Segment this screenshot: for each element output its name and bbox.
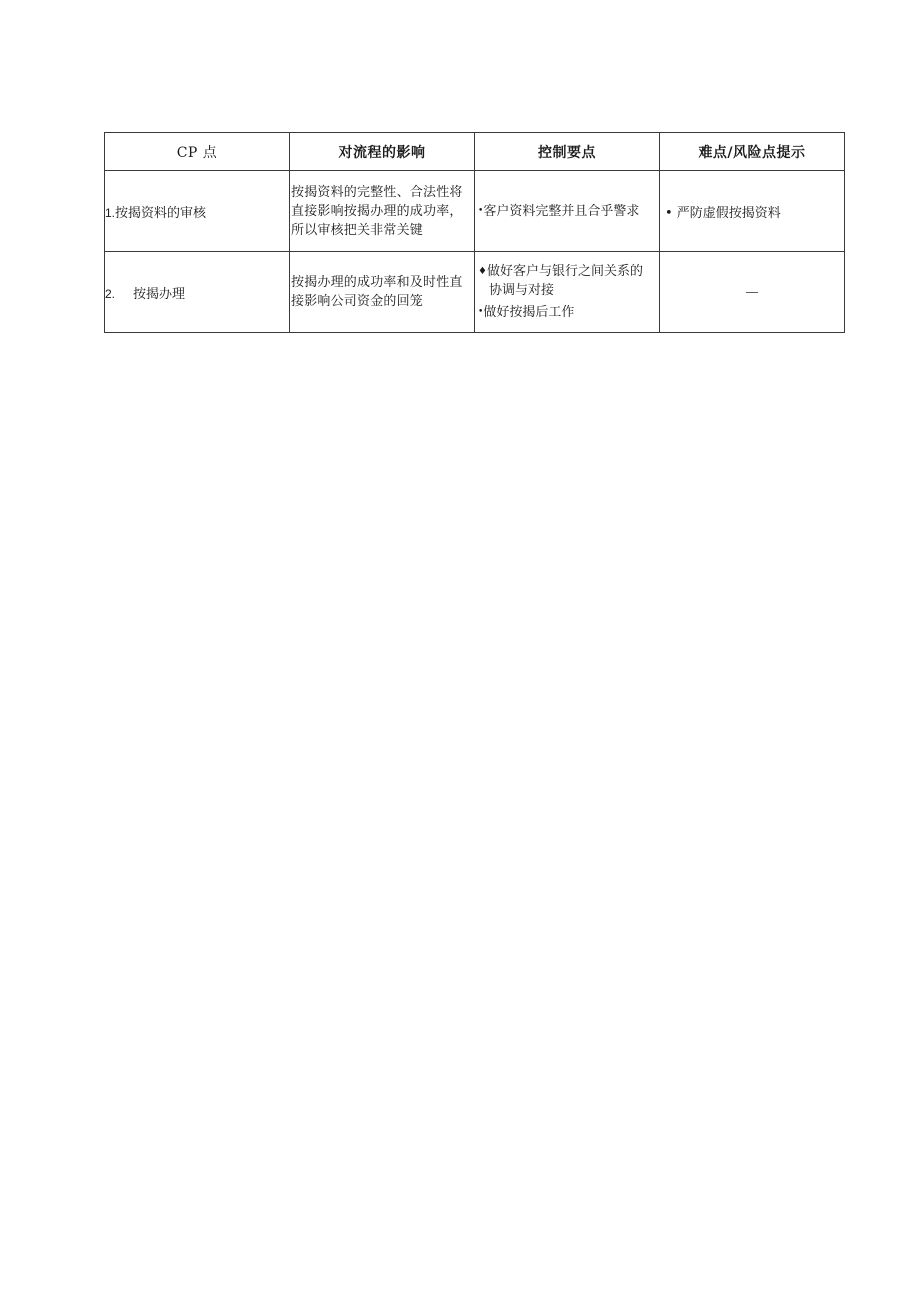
impact-cell: 按揭办理的成功率和及时性直接影响公司资金的回笼	[290, 252, 475, 333]
control-text: 客户资料完整并且合乎警求	[483, 203, 640, 219]
header-control: 控制要点	[475, 133, 660, 171]
header-cp: CP 点	[105, 133, 290, 171]
cp-point-cell	[105, 171, 290, 252]
cp-label: 按揭办理	[133, 286, 186, 302]
control-item	[478, 202, 656, 221]
impact-cell: 按揭资料的完整性、合法性将直接影响按揭办理的成功率，所以审核把关非常关键	[290, 171, 475, 252]
control-text: 做好客户与银行之间关系的	[486, 264, 643, 279]
control-cell	[475, 252, 660, 333]
diamond-bullet-icon: ♦	[478, 266, 487, 277]
cp-number: 2.	[105, 286, 116, 301]
table-row	[105, 171, 845, 252]
risk-cell: • 严防虚假按揭资料	[660, 171, 845, 252]
control-cell	[475, 171, 660, 252]
control-item	[478, 303, 656, 322]
table-row	[105, 252, 845, 333]
control-continuation: 协调与对接	[489, 283, 555, 298]
cp-number: 1.	[105, 205, 116, 220]
header-impact: 对流程的影响	[290, 133, 475, 171]
risk-cell: —	[660, 252, 845, 333]
cp-point-cell	[105, 252, 290, 333]
bullet-icon: •	[478, 307, 484, 317]
bullet-icon: •	[478, 205, 484, 216]
control-text: 做好按揭后工作	[483, 305, 575, 320]
cp-label: 按揭资料的审核	[115, 205, 207, 221]
table-header-row	[105, 133, 845, 171]
header-risk: 难点/风险点提示	[660, 133, 845, 171]
cp-control-table	[104, 132, 845, 333]
control-item	[478, 262, 656, 281]
